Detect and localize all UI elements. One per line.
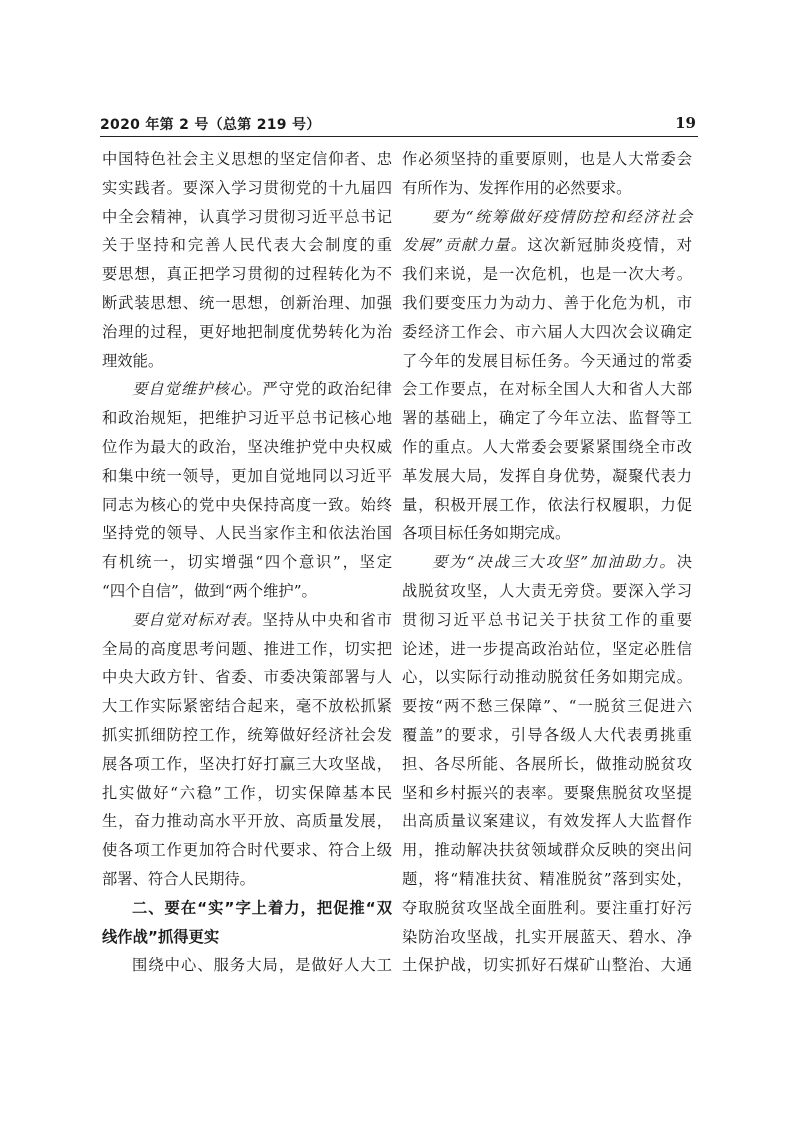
line-text: 断武装思想、统一思想，创新治理、加强 [102, 293, 392, 312]
line-text: 了今年的发展目标任务。今天通过的常委 [402, 351, 692, 370]
text-line [102, 289, 392, 318]
line-text: 题，将“精准扶贫、精准脱贫”落到实处， [402, 869, 692, 888]
line-text: 量，积极开展工作，依法行权履职，力促 [402, 495, 692, 514]
text-line [102, 231, 392, 260]
text-line [102, 951, 392, 980]
line-text: 署的基础上，确定了今年立法、监督等工 [402, 409, 692, 428]
text-line [402, 491, 692, 520]
line-text: 委经济工作会、市六届人大四次会议确定 [402, 322, 692, 341]
line-text: 实实践者。要深入学习贯彻党的十九届四 [102, 178, 392, 197]
line-text: 担、各尽所能、各展所长，做推动脱贫攻 [402, 754, 692, 773]
line-text: 部署、符合人民期待。 [102, 869, 255, 888]
text-line [402, 663, 692, 692]
line-text: 我们来说，是一次危机，也是一次大考。 [402, 265, 692, 284]
line-text: 和集中统一领导，更加自觉地同以习近平 [102, 466, 392, 485]
text-line [402, 231, 692, 260]
text-line [402, 145, 692, 174]
line-text: 坚持从中央和省市 [262, 610, 392, 629]
line-text: 土保护战，切实抓好石煤矿山整治、大通 [402, 956, 692, 975]
line-text: 全局的高度思考问题、推进工作，切实把 [102, 639, 392, 658]
line-text: 夺取脱贫攻坚战全面胜利。要注重打好污 [402, 898, 692, 917]
page-number: 19 [675, 114, 696, 132]
line-text: 论述，进一步提高政治站位，坚定必胜信 [402, 639, 692, 658]
line-text: 决 [676, 553, 692, 572]
text-line [102, 548, 392, 577]
issue-label: 2020 年第 2 号（总第 219 号） [100, 117, 321, 133]
text-line [102, 865, 392, 894]
text-line [102, 750, 392, 779]
line-text: 中央大政方针、省委、市委决策部署与人 [102, 668, 392, 687]
text-line [402, 347, 692, 376]
line-text: 严守党的政治纪律 [262, 380, 392, 399]
text-line [102, 491, 392, 520]
paragraph-lead: 要为“决战三大攻坚”加油助力。 [432, 553, 677, 572]
text-line [402, 721, 692, 750]
text-line [102, 260, 392, 289]
line-text: 各项目标任务如期完成。 [402, 524, 571, 543]
text-line [402, 174, 692, 203]
text-line [102, 577, 392, 606]
line-text: 有所作为、发挥作用的必然要求。 [402, 178, 632, 197]
text-line [402, 635, 692, 664]
text-line [102, 635, 392, 664]
text-line [402, 750, 692, 779]
text-line [102, 663, 392, 692]
line-text: 要为“统筹做好疫情防控和经济社会 [432, 207, 692, 226]
text-line [102, 606, 392, 635]
text-line [102, 145, 392, 174]
line-text: 二、要在“实”字上着力，把促推“双 [132, 898, 392, 917]
line-text: 覆盖”的要求，引导各级人大代表勇挑重 [402, 725, 692, 744]
text-line [402, 433, 692, 462]
line-text: 大工作实际紧密结合起来，毫不放松抓紧 [102, 697, 392, 716]
line-text: 要按“两不愁三保障”、“一脱贫三促进六 [402, 697, 692, 716]
running-header [100, 112, 698, 137]
text-line [102, 404, 392, 433]
line-text: 心，以实际行动推动脱贫任务如期完成。 [402, 668, 692, 687]
line-text: 染防治攻坚战，扎实开展蓝天、碧水、净 [402, 927, 692, 946]
line-text: 使各项工作更加符合时代要求、符合上级 [102, 841, 392, 860]
line-text: 关于坚持和完善人民代表大会制度的重 [102, 236, 392, 255]
text-line [402, 894, 692, 923]
line-text: 这次新冠肺炎疫情，对 [527, 236, 692, 255]
text-line [402, 289, 692, 318]
text-line [402, 865, 692, 894]
text-line [402, 404, 692, 433]
text-line [402, 519, 692, 548]
text-line [102, 347, 392, 376]
text-line [402, 779, 692, 808]
text-line [102, 807, 392, 836]
text-line [402, 807, 692, 836]
line-text: 坚和乡村振兴的表率。要聚焦脱贫攻坚提 [402, 783, 692, 802]
text-line [402, 548, 692, 577]
text-line [102, 375, 392, 404]
right-column [402, 145, 692, 980]
text-line [102, 433, 392, 462]
text-line [402, 606, 692, 635]
text-line [102, 462, 392, 491]
section-heading-line [102, 923, 392, 952]
text-line [402, 836, 692, 865]
text-line [402, 318, 692, 347]
text-line [402, 951, 692, 980]
line-text: 展各项工作，坚决打好打赢三大攻坚战， [102, 754, 392, 773]
line-text: 抓实抓细防控工作，统筹做好经济社会发 [102, 725, 392, 744]
text-line [402, 923, 692, 952]
text-line [402, 692, 692, 721]
line-text: 革发展大局，发挥自身优势，凝聚代表力 [402, 466, 692, 485]
line-text: 作的重点。人大常委会要紧紧围绕全市改 [402, 437, 692, 456]
paragraph-lead: 要自觉对标对表。 [132, 610, 263, 629]
text-line [402, 203, 692, 232]
line-text: 出高质量议案建议，有效发挥人大监督作 [402, 812, 692, 831]
line-text: 战脱贫攻坚，人大责无旁贷。要深入学习 [402, 581, 692, 600]
line-text: 要思想，真正把学习贯彻的过程转化为不 [102, 265, 392, 284]
text-line [102, 318, 392, 347]
text-line [402, 260, 692, 289]
line-text: 同志为核心的党中央保持高度一致。始终 [102, 495, 392, 514]
line-text: 扎实做好“六稳”工作，切实保障基本民 [102, 783, 392, 802]
left-column [102, 145, 392, 980]
line-text: 生，奋力推动高水平开放、高质量发展， [102, 812, 392, 831]
paragraph-lead: 发展”贡献力量。 [402, 236, 528, 255]
line-text: 我们要变压力为动力、善于化危为机，市 [402, 293, 692, 312]
line-text: 围绕中心、服务大局，是做好人大工 [132, 956, 392, 975]
line-text: 用，推动解决扶贫领域群众反映的突出问 [402, 841, 692, 860]
line-text: 会工作要点，在对标全国人大和省人大部 [402, 380, 692, 399]
text-line [102, 203, 392, 232]
text-line [102, 519, 392, 548]
text-line [402, 462, 692, 491]
line-text: 线作战”抓得更实 [102, 927, 220, 946]
line-text: 坚持党的领导、人民当家作主和依法治国 [102, 524, 392, 543]
text-line [402, 375, 692, 404]
text-line [402, 577, 692, 606]
paragraph-lead: 要自觉维护核心。 [132, 380, 263, 399]
line-text: “四个自信”，做到“两个维护”。 [102, 581, 317, 600]
section-heading-line [102, 894, 392, 923]
text-line [102, 779, 392, 808]
line-text: 和政治规矩，把维护习近平总书记核心地 [102, 409, 392, 428]
line-text: 治理的过程，更好地把制度优势转化为治 [102, 322, 392, 341]
line-text: 中全会精神，认真学习贯彻习近平总书记 [102, 207, 392, 226]
text-line [102, 692, 392, 721]
line-text: 贯彻习近平总书记关于扶贫工作的重要 [402, 610, 692, 629]
line-text: 位作为最大的政治，坚决维护党中央权威 [102, 437, 392, 456]
line-text: 作必须坚持的重要原则，也是人大常委会 [402, 150, 692, 168]
line-text: 理效能。 [102, 351, 164, 370]
text-line [102, 721, 392, 750]
text-line [102, 174, 392, 203]
text-line [102, 836, 392, 865]
line-text: 中国特色社会主义思想的坚定信仰者、忠 [102, 150, 392, 168]
line-text: 有机统一，切实增强“四个意识”，坚定 [102, 553, 392, 572]
